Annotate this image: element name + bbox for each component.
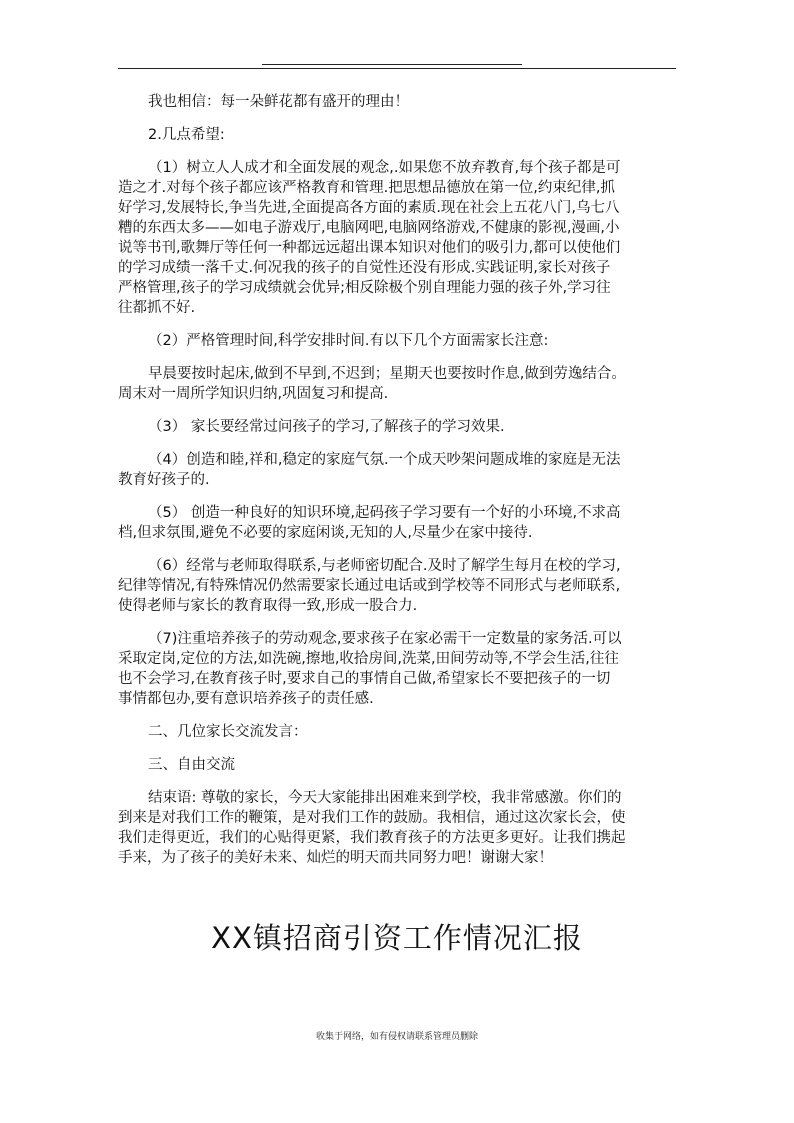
- paragraph-hope-3: （3） 家长要经常过问孩子的学习,了解孩子的学习效果.: [148, 419, 505, 435]
- paragraph-hope-2: （2）严格管理时间,科学安排时间.有以下几个方面需家长注意:: [148, 333, 549, 349]
- section-heading-parent-speeches: 二、几位家长交流发言：: [148, 724, 308, 740]
- paragraph-hope-6: （6）经常与老师取得联系,与老师密切配合.及时了解学生每月在校的学习, 纪律等情况,有特殊情况仍然需要家长通过电话或到学校等不同形式与老师联系, 使得老师与家长的教育取得一致,形成一股合力.: [118, 558, 621, 614]
- paragraph-hope-5: （5） 创造一种良好的知识环境,起码孩子学习要有一个好的小环境,不求高 档,但求氛围,避免不必要的家庭闲谈,无知的人,尽量少在家中接待.: [118, 505, 621, 541]
- paragraph-closing: 结束语: 尊敬的家长，今天大家能排出困难来到学校，我非常感激。你们的 到来是对我们工作的鞭策，是对我们工作的鼓励。我相信，通过这次家长会，使 我们走得更近，我们的心贴得更紧，我们教育孩子的方法更多更好。让我们携起 手来，为了孩子的美好未来、灿烂的明天而共同努力吧！谢谢大家！: [118, 790, 626, 866]
- section-heading-free-discussion: 三、自由交流: [148, 757, 235, 773]
- paragraph-hope-4: （4）创造和睦,祥和,稳定的家庭气氛.一个成天吵架问题成堆的家庭是无法 教育好孩子的.: [118, 452, 621, 488]
- header-rule-long: [118, 68, 676, 69]
- paragraph-schedule: 早晨要按时起床,做到不早到,不迟到；星期天也要按时作息,做到劳逸结合。 周末对一周所学知识归纳,巩固复习和提高.: [118, 366, 626, 402]
- document-body: [118, 92, 680, 881]
- paragraph-belief: 我也相信：每一朵鲜花都有盛开的理由！: [148, 94, 409, 110]
- section-heading-hopes: 2.几点希望:: [148, 127, 225, 143]
- footer-note: 收集于网络，如有侵权请联系管理员删除: [315, 1032, 478, 1042]
- paragraph-hope-1: （1）树立人人成才和全面发展的观念,.如果您不放弃教育,每个孩子都是可 造之才.对每个孩子都应该严格教育和管理.把思想品德放在第一位,约束纪律,抓 好学习,发展特长,争当先进,全面提高各方面的素质.现在社会上五花八门,乌七八 糟的东西太多——如电子游戏厅,电脑网吧,电脑网络游戏,不健康的影视,漫画,小 说等书刊,歌舞厅等任何一种都远远超出课本知识对他们的吸引力,都可以使他们 的学习成绩一落千丈.何况我的孩子的自觉性还没有形成.实践证明,家长对孩子 严格管理,孩子的学习成绩就会优异;相反除极个别自理能力强的孩子外,学习往 往都抓不好.: [118, 160, 621, 316]
- paragraph-hope-7: （7)注重培养孩子的劳动观念,要求孩子在家必需干一定数量的家务活.可以 采取定岗,定位的方法,如洗碗,擦地,收拾房间,洗菜,田间劳动等,不学会生活,往往 也不会学习,在教育孩子时,要求自己的事情自己做,希望家长不要把孩子的一切 事情都包办,要有意识培养孩子的责任感.: [118, 631, 622, 707]
- next-document-title: XX镇招商引资工作情况汇报: [211, 921, 583, 955]
- header-rule-short: [262, 64, 522, 65]
